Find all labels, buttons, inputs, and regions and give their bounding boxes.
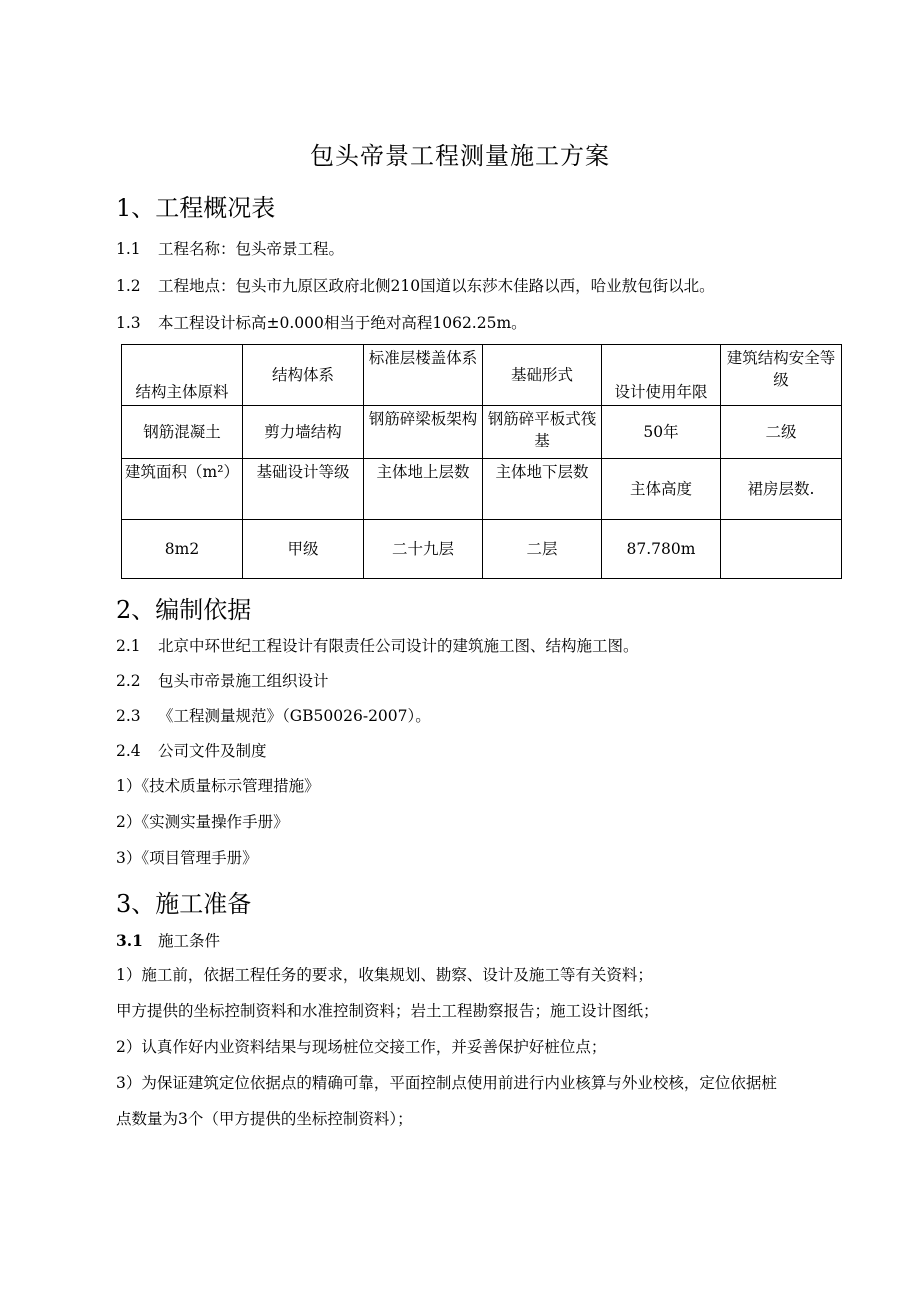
section-3-heading: 3、施工准备: [116, 890, 252, 918]
item-number: 2.4: [116, 742, 141, 760]
table-cell: 钢筋碎平板式筏基: [483, 406, 602, 459]
table-cell: 二级: [721, 406, 842, 459]
item-2-1: [116, 634, 639, 656]
table-cell: 二层: [483, 520, 602, 579]
table-cell: 基础设计等级: [243, 459, 364, 520]
item-number: 1.1: [116, 240, 141, 258]
table-cell: 剪力墙结构: [243, 406, 364, 459]
table-cell: 87.780m: [602, 520, 721, 579]
item-text: 公司文件及制度: [158, 742, 267, 760]
table-row: [122, 520, 842, 579]
project-overview-table: [121, 344, 842, 579]
subitem-1: 1）《技术质量标示管理措施》: [116, 777, 320, 795]
subitem-2: 2）《实测实量操作手册》: [116, 813, 289, 831]
item-text: 包头市帝景施工组织设计: [158, 672, 329, 690]
table-cell: 50年: [602, 406, 721, 459]
table-cell: 建筑结构安全等级: [721, 345, 842, 406]
item-1-2: [116, 274, 715, 296]
table-cell: 主体高度: [602, 459, 721, 520]
table-row: [122, 406, 842, 459]
item-text: 工程地点：包头市九原区政府北侧210国道以东莎木佳路以西，哈业敖包街以北。: [158, 277, 715, 295]
table-row: [122, 459, 842, 520]
paragraph-line: 点数量为3个（甲方提供的坐标控制资料）；: [116, 1110, 413, 1128]
item-number: 2.3: [116, 707, 141, 725]
table-cell: 钢筋碎梁板架构: [364, 406, 483, 459]
subsection-3-1: [116, 929, 220, 951]
table-cell: 基础形式: [483, 345, 602, 406]
subsection-number: 3.1: [116, 931, 143, 950]
page-title: 包头帝景工程测量施工方案: [310, 142, 610, 170]
table-cell: 甲级: [243, 520, 364, 579]
item-text: 北京中环世纪工程设计有限责任公司设计的建筑施工图、结构施工图。: [158, 637, 639, 655]
paragraph-line: 甲方提供的坐标控制资料和水准控制资料；岩土工程勘察报告；施工设计图纸；: [116, 1002, 659, 1020]
item-text: 《工程测量规范》（GB50026-2007）。: [158, 707, 431, 725]
item-number: 1.2: [116, 277, 141, 295]
table-cell: 裙房层数.: [721, 459, 842, 520]
table-cell: 结构主体原料: [122, 345, 243, 406]
paragraph-line: 3）为保证建筑定位依据点的精确可靠，平面控制点使用前进行内业核算与外业校核，定位依据桩: [116, 1074, 777, 1092]
subsection-title: 施工条件: [158, 932, 221, 950]
table-cell: 8m2: [122, 520, 243, 579]
table-cell: [721, 520, 842, 579]
item-text: 工程名称：包头帝景工程。: [158, 240, 345, 258]
item-1-3: [116, 311, 527, 333]
table-cell: 结构体系: [243, 345, 364, 406]
section-2-heading: 2、编制依据: [116, 596, 252, 624]
paragraph-line: 1）施工前，依据工程任务的要求，收集规划、勘察、设计及施工等有关资料；: [116, 966, 653, 984]
item-2-2: [116, 669, 329, 691]
table-cell: 设计使用年限: [602, 345, 721, 406]
item-1-1: [116, 237, 344, 259]
table-cell: 主体地上层数: [364, 459, 483, 520]
item-number: 1.3: [116, 314, 141, 332]
item-number: 2.1: [116, 637, 141, 655]
subitem-3: 3）《项目管理手册》: [116, 849, 258, 867]
table-cell: 主体地下层数: [483, 459, 602, 520]
item-number: 2.2: [116, 672, 141, 690]
table-cell: 二十九层: [364, 520, 483, 579]
paragraph-line: 2）认真作好内业资料结果与现场桩位交接工作，并妥善保护好桩位点；: [116, 1038, 607, 1056]
table-cell: 标准层楼盖体系: [364, 345, 483, 406]
item-2-4: [116, 739, 267, 761]
section-1-heading: 1、工程概况表: [116, 194, 276, 222]
item-2-3: [116, 704, 431, 726]
item-text: 本工程设计标高±0.000相当于绝对高程1062.25m。: [158, 314, 527, 332]
table-row: [122, 345, 842, 406]
table-cell: 钢筋混凝土: [122, 406, 243, 459]
table-cell: 建筑面积（m²）: [122, 459, 243, 520]
